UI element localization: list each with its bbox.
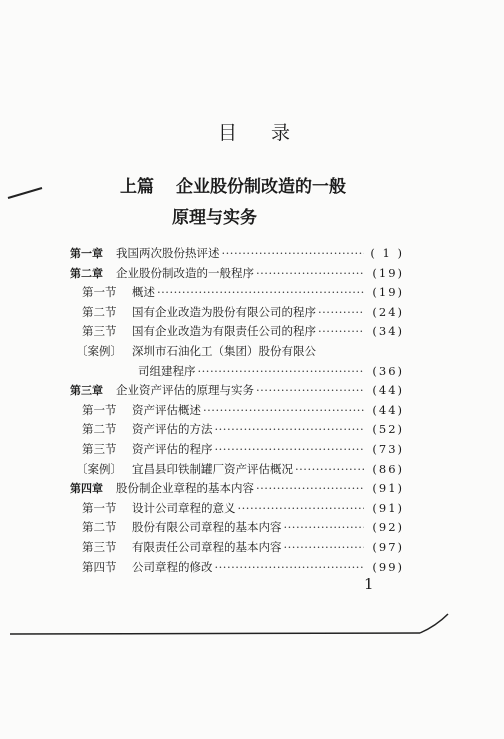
toc-leader-dots (238, 499, 365, 519)
scan-line-bottom (0, 608, 504, 648)
toc-leader-dots (215, 420, 365, 440)
toc-entry-label: 第二章 (70, 266, 103, 280)
toc-entry-label: 第二节 (82, 304, 117, 319)
toc-entry-title: 资产评估的程序 (132, 441, 213, 456)
toc-entry-title: 股份有限公司章程的基本内容 (132, 520, 282, 535)
toc-entry-title: 国有企业改造为有限责任公司的程序 (132, 324, 316, 339)
toc-entry (70, 264, 404, 284)
toc-entry-page: (34) (372, 324, 404, 339)
toc-entry-title: 股份制企业章程的基本内容 (116, 481, 254, 496)
toc-entry (70, 362, 404, 382)
toc-entry (70, 479, 404, 499)
toc-entry-page: (73) (372, 441, 404, 456)
toc-entry (70, 401, 404, 421)
scan-mark-left (6, 184, 46, 204)
toc-entry (70, 342, 404, 362)
toc-entry-label: 第三节 (82, 441, 117, 456)
toc-entry-title: 司组建程序 (138, 363, 196, 378)
toc-entry-label: 第二节 (82, 520, 117, 535)
toc-leader-dots (318, 322, 364, 342)
toc-entry-label: 第二节 (82, 422, 117, 437)
table-of-contents (70, 244, 404, 577)
toc-entry (70, 460, 404, 480)
toc-entry-page: (86) (372, 461, 404, 476)
toc-entry (70, 499, 404, 519)
toc-entry (70, 558, 404, 578)
toc-entry (70, 538, 404, 558)
toc-entry-page: (36) (372, 363, 404, 378)
toc-entry-page: (91) (372, 481, 404, 496)
toc-entry-label: 第一章 (70, 247, 103, 260)
toc-entry-page: (99) (372, 559, 404, 574)
toc-entry-label: 第四章 (70, 482, 103, 496)
toc-leader-dots (215, 440, 365, 460)
toc-entry-title: 宜昌县印铁制罐厂资产评估概况 (132, 461, 293, 476)
toc-entry-title: 概述 (132, 285, 155, 300)
toc-leader-dots (157, 283, 364, 303)
toc-entry-label: 第一节 (82, 285, 117, 300)
part-label: 上篇 (120, 177, 154, 197)
toc-leader-dots (284, 538, 365, 558)
toc-entry-page: (92) (372, 520, 404, 535)
toc-entry (70, 420, 404, 440)
toc-entry-page: (19) (372, 285, 404, 300)
toc-entry (70, 244, 404, 264)
toc-leader-dots (284, 518, 365, 538)
toc-entry (70, 381, 404, 401)
toc-entry-page: (24) (372, 304, 404, 319)
part-heading (120, 172, 346, 197)
toc-entry (70, 518, 404, 538)
toc-leader-dots (203, 401, 364, 421)
toc-entry (70, 440, 404, 460)
toc-entry-title: 有限责任公司章程的基本内容 (132, 539, 282, 554)
toc-entry-title: 我国两次股份热评述 (116, 246, 220, 260)
toc-entry-title: 资产评估的方法 (132, 422, 213, 437)
toc-entry (70, 303, 404, 323)
toc-entry (70, 283, 404, 303)
toc-leader-dots (256, 479, 364, 499)
part-title-line1: 企业股份制改造的一般 (176, 177, 346, 197)
toc-entry-page: ( 1 ) (370, 246, 404, 260)
part-title-line2: 原理与实务 (172, 208, 257, 228)
toc-entry-page: (97) (372, 539, 404, 554)
toc-entry-page: (44) (372, 383, 404, 398)
toc-entry (70, 322, 404, 342)
toc-leader-dots (222, 244, 365, 264)
page-number: 1 (364, 575, 374, 593)
toc-entry-label: 第一节 (82, 500, 117, 515)
toc-entry-label: 〔案例〕 (76, 461, 122, 476)
toc-leader-dots (295, 460, 364, 480)
toc-entry-page: (91) (372, 500, 404, 515)
toc-leader-dots (198, 362, 365, 382)
toc-entry-title: 国有企业改造为股份有限公司的程序 (132, 304, 316, 319)
toc-entry-title: 企业资产评估的原理与实务 (116, 383, 254, 398)
toc-entry-label: 〔案例〕 (76, 343, 122, 358)
toc-leader-dots (256, 381, 364, 401)
toc-entry-label: 第三节 (82, 324, 117, 339)
toc-entry-title: 资产评估概述 (132, 402, 201, 417)
toc-entry-label: 第三章 (70, 384, 103, 398)
toc-entry-page: (52) (372, 422, 404, 437)
toc-leader-dots (256, 264, 364, 284)
toc-entry-page: (44) (372, 402, 404, 417)
page-title: 目 录 (217, 122, 305, 144)
toc-leader-dots (318, 303, 364, 323)
toc-leader-dots (215, 558, 365, 578)
toc-entry-title: 企业股份制改造的一般程序 (116, 265, 254, 280)
toc-entry-label: 第一节 (82, 402, 117, 417)
toc-entry-label: 第四节 (82, 559, 117, 574)
toc-entry-page: (19) (372, 265, 404, 280)
toc-entry-title: 深圳市石油化工（集团）股份有限公 (132, 343, 316, 358)
toc-entry-title: 公司章程的修改 (132, 559, 213, 574)
toc-entry-label: 第三节 (82, 539, 117, 554)
toc-entry-title: 设计公司章程的意义 (132, 500, 236, 515)
